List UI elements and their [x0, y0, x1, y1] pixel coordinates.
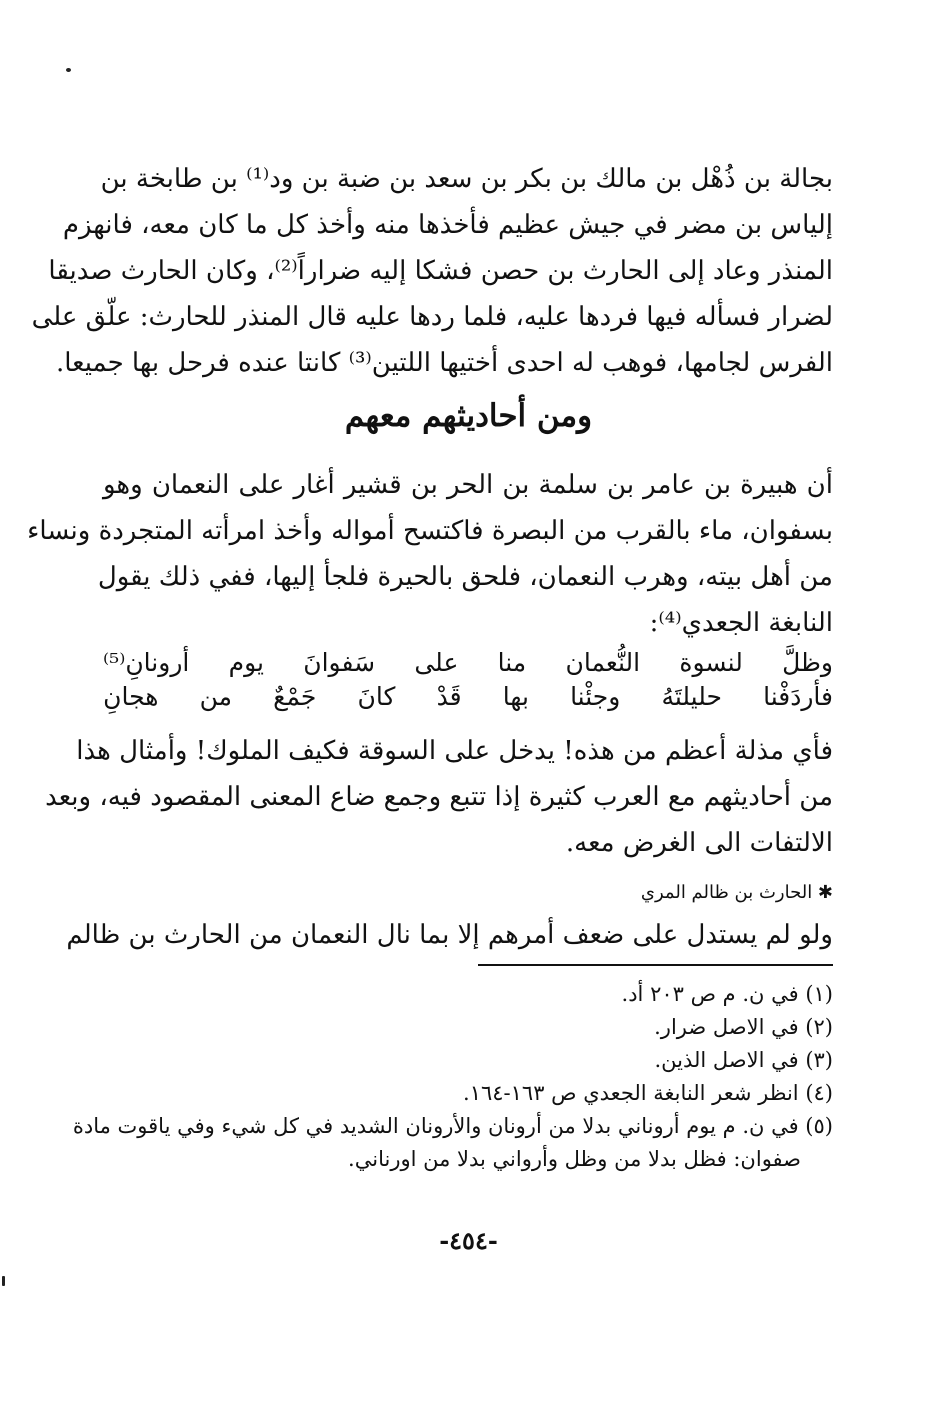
- verse-word: من: [199, 682, 232, 711]
- paragraph-2-line: بسفوان، ماء بالقرب من البصرة فاكتسح أمواله وأخذ امرأته المتجردة ونساء: [27, 516, 833, 546]
- verse-word: جَمْعٌ: [273, 682, 317, 711]
- section-label: ✱ الحارث بن ظالم المري: [640, 882, 833, 903]
- paragraph-1-line: الفرس لجامها، فوهب له احدى أختيها اللتين⁽³⁾ كانتا عنده فرحل بها جميعا.: [55, 348, 833, 378]
- footnote: (٤) انظر شعر النابغة الجعدي ص ١٦٣-١٦٤.: [463, 1081, 833, 1105]
- verse-word: كانَ: [357, 682, 396, 711]
- paragraph-3: [45, 728, 833, 866]
- scan-speck: [2, 1276, 5, 1286]
- verse-line-2: [103, 680, 833, 714]
- paragraph-2-line: النابغة الجعدي⁽⁴⁾:: [649, 608, 833, 638]
- continuation-line: ولو لم يستدل على ضعف أمرهم إلا بما نال النعمان من الحارث بن ظالم: [66, 920, 833, 950]
- verse-word: قَدْ: [436, 682, 462, 711]
- verse-word: فأردَفْنا: [763, 682, 833, 711]
- poem-verse: [103, 646, 833, 714]
- paragraph-1: [31, 156, 833, 386]
- verse-word: بها: [502, 682, 529, 711]
- paragraph-1-line: المنذر وعاد إلى الحارث بن حصن فشكا إليه ضراراً⁽²⁾، وكان الحارث صديقا: [48, 256, 833, 286]
- paragraph-2-line: من أهل بيته، وهرب النعمان، فلحق بالحيرة فلجأ إليها، ففي ذلك يقول: [97, 562, 833, 592]
- verse-word: وجئْنا: [570, 682, 621, 711]
- footnote-continuation: صفوان: فظل بدلا من وظل وأرواني بدلا من اورناني.: [348, 1147, 801, 1171]
- paragraph-3-line: الالتفات الى الغرض معه.: [565, 828, 833, 858]
- footnote: (٣) في الاصل الذين.: [654, 1048, 833, 1072]
- verse-word: يوم: [228, 648, 264, 677]
- footnote: (٢) في الاصل ضرار.: [654, 1015, 833, 1039]
- verse-word: لنسوة: [679, 648, 743, 677]
- page-number: -٤٥٤-: [439, 1226, 498, 1255]
- footnote: (٥) في ن. م يوم أروناني بدلا من أرونان والأرونان الشديد في كل شيء وفي ياقوت مادة: [72, 1114, 833, 1138]
- verse-word: وظلَّ: [782, 648, 833, 677]
- footnote-divider: [478, 964, 833, 966]
- paragraph-1-line: بجالة بن ذُهْل بن مالك بن بكر بن سعد بن ضبة بن ود⁽¹⁾ بن طابخة بن: [100, 164, 833, 194]
- verse-word: على: [414, 648, 459, 677]
- paragraph-3-line: من أحاديثهم مع العرب كثيرة إذا تتبع وجمع ضاع المعنى المقصود فيه، وبعد: [45, 782, 833, 812]
- paragraph-1-line: إلياس بن مضر في جيش عظيم فأخذها منه وأخذ كل ما كان معه، فانهزم: [62, 210, 833, 240]
- scan-speck: [66, 68, 71, 72]
- footnote: (١) في ن. م ص ٢٠٣ أد.: [621, 982, 833, 1006]
- verse-word: منا: [497, 648, 527, 677]
- verse-word: هجانِ: [103, 682, 159, 711]
- verse-word: سَفوانَ: [303, 648, 376, 677]
- verse-line-1: [103, 646, 833, 680]
- footnotes: [72, 978, 833, 1176]
- paragraph-1-line: لضرار فسأله فيها فردها عليه، فلما ردها عليه قال المنذر للحارث: علّق على: [31, 302, 833, 332]
- section-heading: ومن أحاديثهم معهم: [344, 398, 593, 434]
- verse-word: أرونانِ⁽⁵⁾: [103, 648, 190, 677]
- paragraph-3-line: فأي مذلة أعظم من هذه! يدخل على السوقة فكيف الملوك! وأمثال هذا: [76, 736, 833, 766]
- verse-word: حليلتَهُ: [661, 682, 722, 711]
- paragraph-2-line: أن هبيرة بن عامر بن سلمة بن الحر بن قشير أغار على النعمان وهو: [103, 470, 833, 500]
- paragraph-2: [27, 462, 833, 646]
- verse-word: النُّعمان: [565, 648, 641, 677]
